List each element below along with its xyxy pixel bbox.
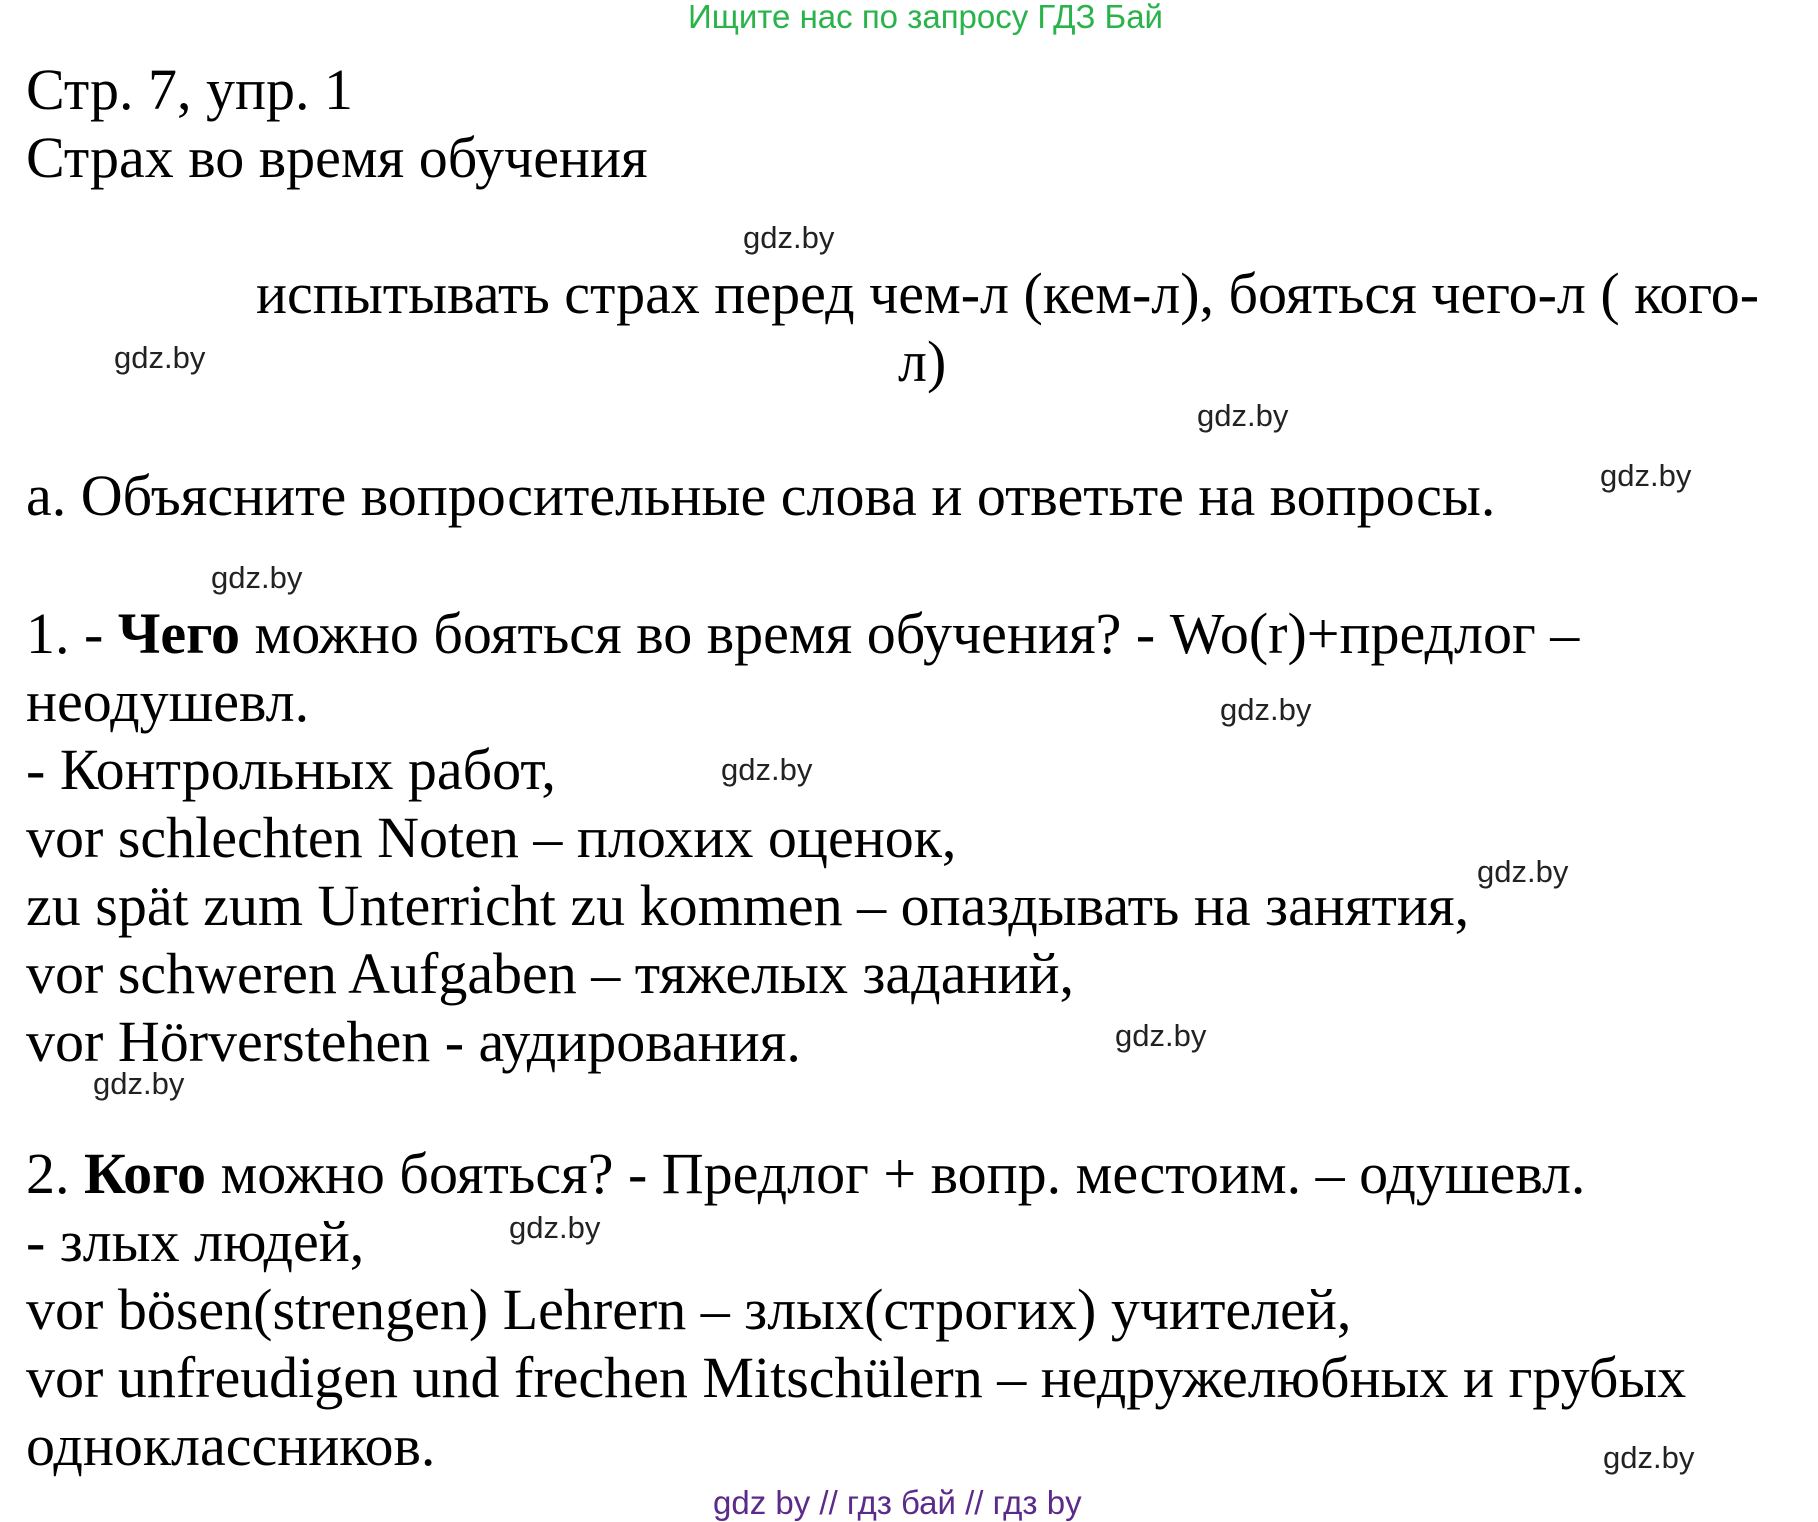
question-1 (26, 600, 1579, 668)
question-2 (26, 1140, 1585, 1208)
watermark: gdz.by (1220, 692, 1312, 727)
watermark: gdz.by (211, 560, 303, 595)
answer-2-line: vor bösen(strengen) Lehrern – злых(строгих) учителей, (26, 1277, 1352, 1342)
watermark: gdz.by (1477, 854, 1569, 889)
bottom-banner: gdz by // гдз бай // гдз by (713, 1484, 1082, 1521)
watermark: gdz.by (1197, 398, 1289, 433)
question-1-number: 1. - (26, 601, 118, 666)
question-2-word: Кого (84, 1141, 207, 1206)
page-reference: Стр. 7, упр. 1 (26, 57, 354, 122)
answer-2-line: одноклассников. (26, 1413, 436, 1478)
question-2-number: 2. (26, 1141, 84, 1206)
question-1-word: Чего (117, 601, 241, 666)
answer-2-line: vor unfreudigen und frechen Mitschülern – недружелюбных и грубых (26, 1345, 1687, 1410)
answer-1-line: - Контрольных работ, (26, 737, 556, 802)
watermark: gdz.by (93, 1066, 185, 1101)
question-1-continuation: неодушевл. (26, 669, 310, 734)
watermark: gdz.by (1600, 458, 1692, 493)
answer-1-line: vor schweren Aufgaben – тяжелых заданий, (26, 941, 1075, 1006)
answer-1-line: vor schlechten Noten – плохих оценок, (26, 805, 957, 870)
watermark: gdz.by (509, 1210, 601, 1245)
definition-line-1: испытывать страх перед чем-л (кем-л), бояться чего-л ( кого- (256, 261, 1760, 326)
watermark: gdz.by (1603, 1440, 1695, 1475)
definition-line-2: л) (898, 329, 947, 394)
task-a-heading: а. Объясните вопросительные слова и ответьте на вопросы. (26, 463, 1496, 528)
top-banner: Ищите нас по запросу ГДЗ Бай (688, 0, 1163, 35)
answer-1-line: zu spät zum Unterricht zu kommen – опаздывать на занятия, (26, 873, 1470, 938)
page-title: Страх во время обучения (26, 125, 648, 190)
question-1-text: можно бояться во время обучения? - Wo(r)+предлог – (240, 601, 1580, 666)
watermark: gdz.by (721, 752, 813, 787)
watermark: gdz.by (1115, 1018, 1207, 1053)
watermark: gdz.by (114, 340, 206, 375)
question-2-text: можно бояться? - Предлог + вопр. местоим. – одушевл. (206, 1141, 1586, 1206)
watermark: gdz.by (743, 220, 835, 255)
answer-2-line: - злых людей, (26, 1209, 365, 1274)
answer-1-line: vor Hörverstehen - аудирования. (26, 1009, 801, 1074)
